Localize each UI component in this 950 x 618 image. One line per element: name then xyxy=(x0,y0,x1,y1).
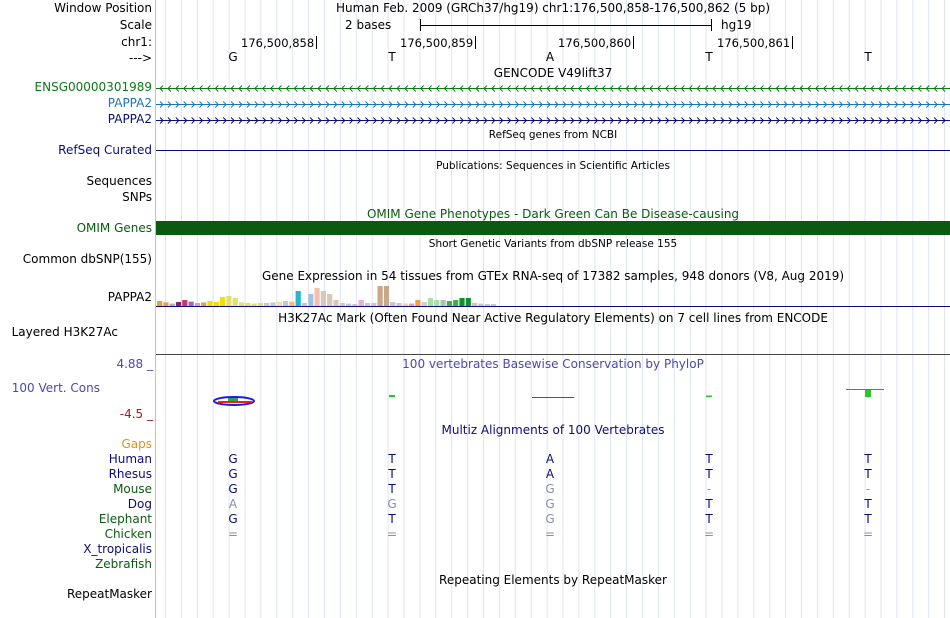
aligned-base: G xyxy=(228,467,238,481)
scale-value: 2 bases xyxy=(345,18,392,32)
dbsnp-track-title: Short Genetic Variants from dbSNP release 155 xyxy=(428,238,678,250)
aligned-base: T xyxy=(705,452,713,466)
gtex-tissue-bar xyxy=(315,288,320,306)
gtex-tissue-bar xyxy=(252,304,257,306)
gaps-label[interactable]: Gaps xyxy=(121,437,152,451)
gtex-tissue-bar xyxy=(289,302,294,306)
gtex-tissue-bar xyxy=(157,301,162,306)
multiz-track-title: Multiz Alignments of 100 Vertebrates xyxy=(441,423,665,437)
aligned-base: T xyxy=(864,467,872,481)
gtex-tissue-bar xyxy=(258,303,263,306)
gtex-tissue-bar xyxy=(485,304,490,306)
dna-base: A xyxy=(545,50,555,64)
species-label-zebrafish[interactable]: Zebrafish xyxy=(95,557,152,571)
gtex-tissue-bar xyxy=(233,298,238,306)
aligned-base: T xyxy=(388,467,396,481)
gtex-tissue-bar xyxy=(378,286,383,306)
gtex-tissue-bar xyxy=(182,300,187,306)
gencode-track-title: GENCODE V49lift37 xyxy=(493,66,613,80)
conservation-label[interactable]: 100 Vert. Cons xyxy=(11,381,100,395)
chrom-label: chr1: xyxy=(121,35,152,49)
species-label-mouse[interactable]: Mouse xyxy=(113,482,152,496)
gtex-tissue-bar xyxy=(346,304,351,306)
gtex-tissue-bar xyxy=(264,303,269,306)
refseq-curated-label[interactable]: RefSeq Curated xyxy=(58,143,152,157)
gtex-tissue-bar xyxy=(396,303,401,306)
dna-base: T xyxy=(388,50,396,64)
aligned-base: G xyxy=(545,512,555,526)
aligned-base: G xyxy=(387,497,397,511)
gtex-tissue-bar xyxy=(441,300,446,306)
conservation-track-title: 100 vertebrates Basewise Conservation by PhyloP xyxy=(402,357,704,371)
gtex-tissue-bar xyxy=(296,291,301,306)
omim-phenotype-bar[interactable] xyxy=(156,221,950,235)
snps-label[interactable]: SNPs xyxy=(122,190,152,204)
coordinate-tick: 176,500,860 xyxy=(558,36,634,50)
scale-bar xyxy=(420,17,716,33)
aligned-base: T xyxy=(864,497,872,511)
conservation-marks xyxy=(214,389,884,405)
coordinate-tick: 176,500,859 xyxy=(400,36,476,50)
aligned-base: T xyxy=(864,512,872,526)
aligned-base: G xyxy=(228,482,238,496)
gtex-gene-label[interactable]: PAPPA2 xyxy=(107,290,152,304)
gene-label-ensg00000301989[interactable]: ENSG00000301989 xyxy=(34,80,152,94)
conservation-bar xyxy=(865,389,871,397)
gtex-tissue-bar xyxy=(390,302,395,306)
gtex-tissue-bar xyxy=(352,304,357,306)
dbsnp-label[interactable]: Common dbSNP(155) xyxy=(22,252,152,266)
gtex-tissue-bar xyxy=(239,302,244,306)
omim-genes-label[interactable]: OMIM Genes xyxy=(76,221,152,235)
gtex-tissue-bar xyxy=(245,303,250,306)
aligned-base: T xyxy=(388,482,396,496)
conservation-ymax: 4.88 _ xyxy=(116,357,153,371)
aligned-base: = xyxy=(386,527,398,541)
scale-label: Scale xyxy=(119,18,152,32)
species-label-rhesus[interactable]: Rhesus xyxy=(108,467,152,481)
aligned-base: T xyxy=(864,452,872,466)
window-position-label: Window Position xyxy=(54,1,152,15)
repeatmasker-track-title: Repeating Elements by RepeatMasker xyxy=(439,573,667,587)
aligned-base: G xyxy=(545,497,555,511)
aligned-base: T xyxy=(388,512,396,526)
aligned-base: G xyxy=(228,452,238,466)
refseq-track-title: RefSeq genes from NCBI xyxy=(488,129,618,141)
gtex-tissue-bar xyxy=(195,303,200,306)
sequences-label[interactable]: Sequences xyxy=(86,174,152,188)
gtex-tissue-bar xyxy=(308,294,313,306)
gene-label-pappa2[interactable]: PAPPA2 xyxy=(107,112,152,126)
assembly-position: Human Feb. 2009 (GRCh37/hg19) chr1:176,500,858-176,500,862 (5 bp) xyxy=(335,1,770,15)
aligned-base: = xyxy=(227,527,239,541)
gtex-tissue-bar xyxy=(478,304,483,306)
aligned-base: T xyxy=(705,512,713,526)
gtex-tissue-bar xyxy=(321,291,326,306)
gtex-tissue-bar xyxy=(422,302,427,306)
gtex-tissue-bar xyxy=(220,297,225,306)
gtex-tissue-bar xyxy=(409,304,414,306)
aligned-base: A xyxy=(545,467,555,481)
species-label-x_tropicalis[interactable]: X_tropicalis xyxy=(83,542,152,556)
conservation-bar xyxy=(706,396,712,398)
gtex-tissue-bar xyxy=(415,300,420,306)
gtex-tissue-bar xyxy=(226,296,231,306)
gtex-tissue-bar xyxy=(283,301,288,306)
gtex-tissue-bar xyxy=(453,300,458,306)
aligned-base: - xyxy=(706,482,712,496)
gtex-tissue-bar xyxy=(365,303,370,306)
gtex-tissue-bar xyxy=(434,300,439,306)
aligned-base: T xyxy=(705,497,713,511)
omim-track-title: OMIM Gene Phenotypes - Dark Green Can Be Disease-causing xyxy=(366,207,740,221)
aligned-base: G xyxy=(545,482,555,496)
gtex-tissue-bar xyxy=(371,303,376,306)
scale-db: hg19 xyxy=(721,18,752,32)
dna-base: G xyxy=(228,50,238,64)
conservation-ymin: -4.5 _ xyxy=(119,407,153,421)
aligned-base: = xyxy=(862,527,874,541)
aligned-base: A xyxy=(545,452,555,466)
gtex-bar-chart xyxy=(157,286,496,306)
strand-label: ---> xyxy=(128,51,152,65)
dna-base: T xyxy=(864,50,872,64)
gtex-tissue-bar xyxy=(447,301,452,306)
gtex-tissue-bar xyxy=(359,300,364,306)
gtex-tissue-bar xyxy=(327,294,332,306)
aligned-base: T xyxy=(705,467,713,481)
gtex-tissue-bar xyxy=(459,298,464,306)
publications-track-title: Publications: Sequences in Scientific Articles xyxy=(436,160,670,172)
aligned-base: - xyxy=(865,482,871,496)
gtex-tissue-bar xyxy=(176,302,181,306)
gtex-tissue-bar xyxy=(384,286,389,306)
gtex-tissue-bar xyxy=(201,302,206,306)
species-label-human[interactable]: Human xyxy=(108,452,152,466)
h3k27ac-label[interactable]: Layered H3K27Ac xyxy=(11,325,118,339)
aligned-base: = xyxy=(703,527,715,541)
gtex-tissue-bar xyxy=(163,302,168,306)
gtex-tissue-bar xyxy=(207,301,212,306)
gtex-tissue-bar xyxy=(428,298,433,306)
aligned-base: T xyxy=(388,452,396,466)
aligned-base: = xyxy=(544,527,556,541)
species-label-dog[interactable]: Dog xyxy=(127,497,152,511)
gtex-tissue-bar xyxy=(189,302,194,306)
gtex-tissue-bar xyxy=(466,298,471,306)
gtex-tissue-bar xyxy=(270,302,275,306)
gtex-tissue-bar xyxy=(170,304,175,306)
aligned-base: A xyxy=(228,497,238,511)
repeatmasker-label[interactable]: RepeatMasker xyxy=(66,587,152,601)
coordinate-tick: 176,500,861 xyxy=(717,36,793,50)
gtex-track-title: Gene Expression in 54 tissues from GTEx RNA-seq of 17382 samples, 948 donors (V8, Aug 2019) xyxy=(261,269,845,283)
gtex-tissue-bar xyxy=(333,300,338,306)
gtex-tissue-bar xyxy=(491,304,496,306)
species-label-chicken[interactable]: Chicken xyxy=(104,527,152,541)
coordinate-tick: 176,500,858 xyxy=(241,36,317,50)
conservation-bar xyxy=(389,395,395,397)
gtex-tissue-bar xyxy=(472,303,477,306)
gtex-tissue-bar xyxy=(340,303,345,306)
gene-label-pappa2-alt[interactable]: PAPPA2 xyxy=(107,96,152,110)
gtex-tissue-bar xyxy=(302,303,307,306)
gtex-tissue-bar xyxy=(403,304,408,306)
gtex-tissue-bar xyxy=(277,302,282,306)
dna-base: T xyxy=(705,50,713,64)
aligned-base: G xyxy=(228,512,238,526)
gtex-tissue-bar xyxy=(214,302,219,306)
h3k27ac-track-title: H3K27Ac Mark (Often Found Near Active Regulatory Elements) on 7 cell lines from ENCODE xyxy=(278,311,828,325)
species-label-elephant[interactable]: Elephant xyxy=(98,512,152,526)
